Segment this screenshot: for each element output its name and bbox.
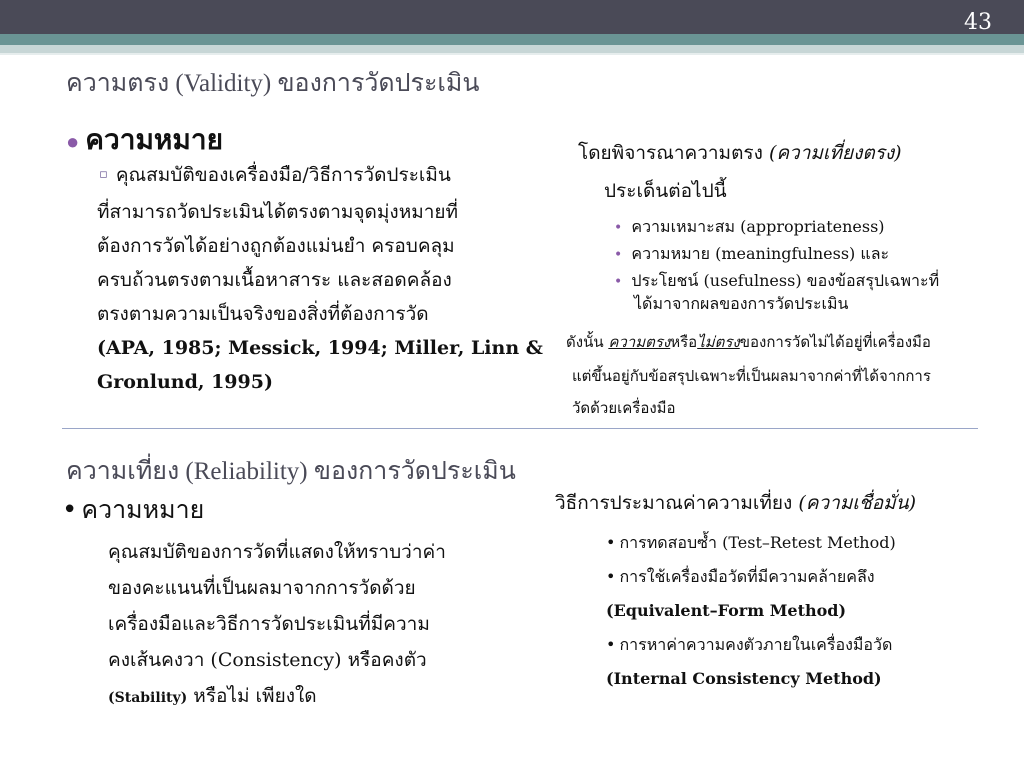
emphasis-validity: ความตรง (608, 333, 671, 351)
definition-line: (Stability) หรือไม่ เพียงใด (108, 685, 317, 707)
bullet-icon: • (614, 247, 623, 263)
bullet-icon: ● (66, 129, 80, 154)
definition-line: ครบถ้วนตรงตามเนื้อหาสาระ และสอดคล้อง (97, 269, 452, 291)
slide-number: 43 (964, 10, 992, 35)
citation-line: Gronlund, 1995) (97, 371, 273, 393)
bullet-icon: • (614, 274, 623, 290)
reliability-title: ความเที่ยง (Reliability) ของการวัดประเมิน (66, 458, 516, 485)
definition-line: ที่สามารถวัดประเมินได้ตรงตามจุดมุ่งหมายที่ (97, 201, 459, 223)
reliability-methods (606, 526, 896, 696)
definition-line: ต้องการวัดได้อย่างถูกต้องแม่นยำ ครอบคลุม (97, 235, 455, 257)
validity-conclusion-line-1: ดังนั้น ความตรงหรือไม่ตรงของการวัดไม่ได้อยู่ที่เครื่องมือ (566, 333, 931, 351)
method-continuation: (Internal Consistency Method) (606, 669, 882, 688)
validity-conclusion-line-2: แต่ขึ้นอยู่กับข้อสรุปเฉพาะที่เป็นผลมาจากค่าที่ได้จากการ (572, 367, 931, 385)
validity-consideration-intro-2: ประเด็นต่อไปนี้ (604, 180, 727, 202)
header-accent-band (0, 34, 1024, 45)
bullet-icon: • (614, 220, 623, 236)
bullet-icon: • (606, 635, 616, 654)
point-item: • ความหมาย (meaningfulness) และ (614, 244, 890, 263)
reliability-heading-text: ความหมาย (81, 495, 205, 524)
validity-definition (97, 158, 543, 399)
definition-line: ของคะแนนที่เป็นผลมาจากการวัดด้วย (108, 577, 416, 599)
heading-italic: (ความเชื่อมั่น) (798, 492, 917, 514)
definition-line: คุณสมบัติของการวัดที่แสดงให้ทราบว่าค่า (108, 541, 446, 563)
header-light-band (0, 45, 1024, 53)
definition-line: ตรงตามความเป็นจริงของสิ่งที่ต้องการวัด (97, 303, 429, 325)
header-band (0, 0, 1024, 34)
point-item: • ความเหมาะสม (appropriateness) (614, 217, 885, 236)
validity-title: ความตรง (Validity) ของการวัดประเมิน (66, 70, 480, 97)
square-bullet-icon: ▫ (99, 167, 108, 182)
definition-line: คงเส้นคงวา (Consistency) หรือคงตัว (108, 649, 427, 671)
header-rule (0, 53, 1024, 55)
intro-italic: (ความเที่ยงตรง) (768, 142, 902, 164)
citation-line: (APA, 1985; Messick, 1994; Miller, Linn & (97, 337, 543, 359)
point-continuation: ได้มาจากผลของการวัดประเมิน (634, 294, 849, 313)
reliability-definition (108, 534, 446, 716)
validity-points (614, 214, 939, 313)
method-item: • การทดสอบซ้ำ (Test–Retest Method) (606, 533, 896, 552)
validity-heading (66, 118, 223, 162)
validity-consideration-intro: โดยพิจารณาความตรง (ความเที่ยงตรง) (578, 142, 902, 164)
bullet-icon: • (62, 495, 78, 525)
method-item: • การหาค่าความคงตัวภายในเครื่องมือวัด (606, 635, 893, 654)
bullet-icon: • (606, 533, 616, 552)
method-continuation: (Equivalent–Form Method) (606, 601, 847, 620)
method-item: • การใช้เครื่องมือวัดที่มีความคล้ายคลึง (606, 567, 875, 586)
validity-heading-text: ความหมาย (85, 125, 223, 156)
definition-line: เครื่องมือและวิธีการวัดประเมินที่มีความ (108, 613, 430, 635)
definition-line: ▫ คุณสมบัติของเครื่องมือ/วิธีการวัดประเมิน (99, 164, 451, 186)
section-divider (62, 428, 978, 429)
reliability-heading (62, 490, 204, 530)
point-item: • ประโยชน์ (usefulness) ของข้อสรุปเฉพาะที่ (614, 271, 940, 290)
validity-conclusion-line-3: วัดด้วยเครื่องมือ (572, 399, 676, 417)
bullet-icon: • (606, 567, 616, 586)
emphasis-invalidity: ไม่ตรง (697, 333, 740, 351)
reliability-methods-heading: วิธีการประมาณค่าความเที่ยง (ความเชื่อมั่น) (555, 492, 917, 514)
